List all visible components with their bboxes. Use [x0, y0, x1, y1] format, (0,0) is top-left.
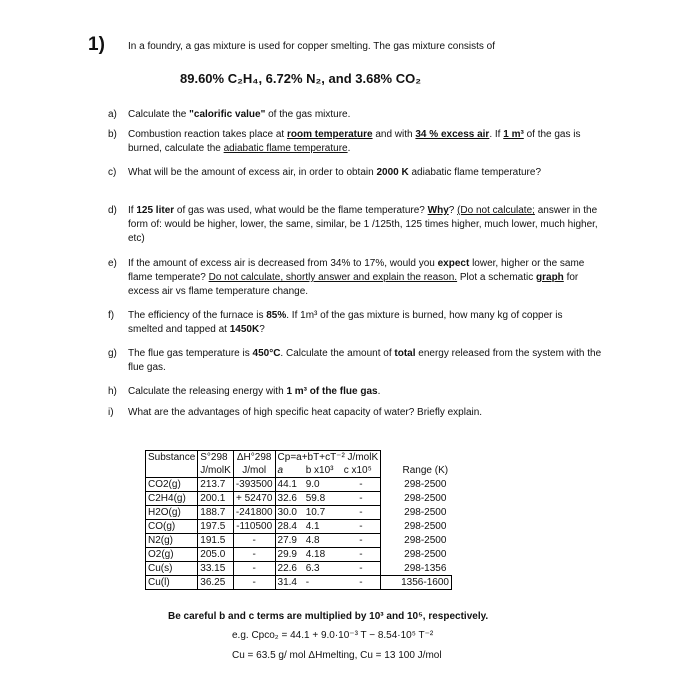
cell-c: -	[342, 548, 381, 562]
text-bold: "calorific value"	[189, 109, 266, 120]
cell-enthalpy: -241800	[233, 506, 275, 520]
text-part: What will be the amount of excess air, in order to obtain	[128, 167, 377, 178]
cell-a: 27.9	[275, 534, 304, 548]
cell-substance: Cu(l)	[146, 576, 198, 590]
table-row	[146, 576, 452, 590]
cell-range: 298-1356	[404, 562, 447, 574]
table-row	[146, 506, 452, 520]
cell-enthalpy: + 52470	[233, 492, 275, 506]
cell-a: 44.1	[275, 478, 304, 492]
text-bold-underline: 1 m³	[503, 129, 524, 140]
cell-substance: CO2(g)	[146, 478, 198, 492]
text-bold: 125 liter	[136, 205, 175, 216]
cell-b: 4.8	[304, 534, 342, 548]
text-underline: Do not calculate, shortly answer and explain the reason.	[208, 272, 458, 283]
cell-c: -	[342, 492, 381, 506]
cell-b: -	[304, 576, 342, 590]
cell-enthalpy: -110500	[233, 520, 275, 534]
cp-example: e.g. Cpco₂ = 44.1 + 9.0·10⁻³ T − 8.54·10⁵ T⁻²	[232, 630, 434, 641]
cell-a: 22.6	[275, 562, 304, 576]
cell-entropy: 36.25	[198, 576, 234, 590]
cell-substance: Cu(s)	[146, 562, 198, 576]
cell-enthalpy: -	[233, 576, 275, 590]
cell-substance: O2(g)	[146, 548, 198, 562]
cell-c: -	[342, 520, 381, 534]
question-label: i)	[108, 407, 114, 418]
header-c: c x10⁵	[342, 464, 381, 478]
cell-entropy: 213.7	[198, 478, 234, 492]
text-part: and with	[372, 129, 416, 140]
thermo-properties-table	[145, 450, 452, 590]
table-row	[146, 478, 452, 492]
header-entropy-unit: J/molK	[198, 464, 234, 478]
question-label: d)	[108, 205, 117, 216]
text-part: of the gas mixture.	[265, 109, 351, 120]
header-substance: Substance	[146, 451, 198, 465]
cell-c: -	[342, 506, 381, 520]
cell-c: -	[342, 534, 381, 548]
cell-c: -	[342, 478, 381, 492]
cell-enthalpy: -	[233, 534, 275, 548]
cell-a: 31.4	[275, 576, 304, 590]
header-b: b x10³	[304, 464, 342, 478]
gas-mixture-composition: 89.60% C₂H₄, 6.72% N₂, and 3.68% CO₂	[180, 71, 422, 86]
table-row	[146, 548, 452, 562]
text-part: Calculate the	[128, 109, 190, 120]
header-cp: Cp=a+bT+cT⁻² J/molK	[275, 451, 381, 465]
text-bold: 85%	[266, 310, 287, 321]
text-part: What are the advantages of high specific heat capacity of water? Briefly explain.	[128, 407, 483, 418]
text-bold-underline: room temperature	[286, 129, 373, 140]
text-bold: 1 m³ of the flue gas	[286, 386, 378, 397]
question-label: g)	[108, 348, 117, 359]
cell-c: -	[342, 562, 381, 576]
question-label: a)	[108, 109, 117, 120]
cell-enthalpy: -	[233, 548, 275, 562]
cell-b: 4.1	[304, 520, 342, 534]
cell-entropy: 191.5	[198, 534, 234, 548]
text-bold: 2000 K	[376, 167, 409, 178]
cell-substance: CO(g)	[146, 520, 198, 534]
cell-range: 298-2500	[404, 478, 447, 490]
question-label: f)	[108, 310, 115, 321]
cell-a: 30.0	[275, 506, 304, 520]
question-label: c)	[108, 167, 117, 178]
table-row	[146, 562, 452, 576]
text-part: .	[377, 386, 381, 397]
question-label: b)	[108, 129, 117, 140]
text-bold: 450°C	[252, 348, 281, 359]
text-bold: 1450K	[229, 324, 260, 335]
text-bold-underline: Why	[427, 205, 449, 216]
cell-a: 29.9	[275, 548, 304, 562]
cell-b: 59.8	[304, 492, 342, 506]
cell-range: 298-2500	[404, 492, 447, 504]
text-part: for excess air vs flame temperature change.	[128, 272, 579, 297]
question-label: h)	[108, 386, 117, 397]
text-part: If the amount of excess air is decreased from 34% to 17%, would you	[128, 258, 438, 269]
copper-data: Cu = 63.5 g/ mol ΔHmelting, Cu = 13 100 J/mol	[232, 650, 442, 661]
text-part: . If 1m³ of the gas mixture is burned, how many kg of copper is smelted and tapped at	[128, 310, 563, 335]
cell-enthalpy: -	[233, 562, 275, 576]
table-row	[146, 534, 452, 548]
cell-entropy: 205.0	[198, 548, 234, 562]
cell-range: 298-2500	[404, 534, 447, 546]
text-part: ?	[259, 324, 265, 335]
cell-enthalpy: -393500	[233, 478, 275, 492]
text-part: Combustion reaction takes place at	[128, 129, 287, 140]
text-part: Plot a schematic	[457, 272, 537, 283]
text-part: lower, higher or the same flame temperate?	[128, 258, 585, 283]
header-range: Range (K)	[402, 465, 449, 476]
table-note: Be careful b and c terms are multiplied by 10³ and 10⁵, respectively.	[168, 611, 489, 622]
cell-entropy: 197.5	[198, 520, 234, 534]
header-entropy: S°298	[198, 451, 234, 465]
cell-b: 6.3	[304, 562, 342, 576]
cell-b: 10.7	[304, 506, 342, 520]
text-underline: (Do not calculate;	[457, 205, 535, 216]
cell-a: 32.6	[275, 492, 304, 506]
table-row	[146, 520, 452, 534]
text-part: answer in the form of: would be higher, lower, the same, similar, be 1 /125th, 125 times higher, much lower, much higher, etc)	[128, 205, 598, 244]
text-part: Calculate the releasing energy with	[128, 386, 287, 397]
header-enthalpy-unit: J/mol	[233, 464, 275, 478]
header-substance-blank	[146, 464, 198, 478]
text-bold-underline: graph	[536, 272, 564, 283]
text-part: of gas was used, what would be the flame temperature?	[174, 205, 428, 216]
table-row	[146, 492, 452, 506]
cell-c: -	[342, 576, 381, 590]
text-part: of the gas is burned, calculate the	[128, 129, 581, 154]
text-part: The flue gas temperature is	[128, 348, 253, 359]
text-underline: adiabatic flame temperature	[223, 143, 348, 154]
text-bold-underline: 34 % excess air	[415, 129, 490, 140]
header-a: a	[275, 464, 304, 478]
cell-entropy: 200.1	[198, 492, 234, 506]
problem-number: 1)	[88, 34, 105, 55]
text-bold: expect	[437, 258, 470, 269]
text-part: ?	[448, 205, 458, 216]
cell-substance: N2(g)	[146, 534, 198, 548]
question-label: e)	[108, 258, 117, 269]
text-part: If	[128, 205, 137, 216]
text-part: . Calculate the amount of	[280, 348, 395, 359]
text-part: adiabatic flame temperature?	[408, 167, 542, 178]
problem-intro: In a foundry, a gas mixture is used for copper smelting. The gas mixture consists of	[128, 41, 496, 52]
cell-b: 4.18	[304, 548, 342, 562]
header-range-spacer	[381, 451, 452, 465]
text-bold: total	[394, 348, 416, 359]
cell-substance: C2H4(g)	[146, 492, 198, 506]
text-part: The efficiency of the furnace is	[128, 310, 267, 321]
text-part: energy released from the system with the flue gas.	[128, 348, 602, 373]
cell-range: 1356-1600	[381, 576, 452, 590]
cell-range: 298-2500	[404, 520, 447, 532]
text-part: .	[347, 143, 351, 154]
cell-a: 28.4	[275, 520, 304, 534]
cell-substance: H2O(g)	[146, 506, 198, 520]
cell-range: 298-2500	[404, 506, 447, 518]
cell-entropy: 33.15	[198, 562, 234, 576]
cell-b: 9.0	[304, 478, 342, 492]
header-enthalpy: ΔH°298	[233, 451, 275, 465]
text-part: . If	[489, 129, 504, 140]
cell-entropy: 188.7	[198, 506, 234, 520]
cell-range: 298-2500	[404, 548, 447, 560]
